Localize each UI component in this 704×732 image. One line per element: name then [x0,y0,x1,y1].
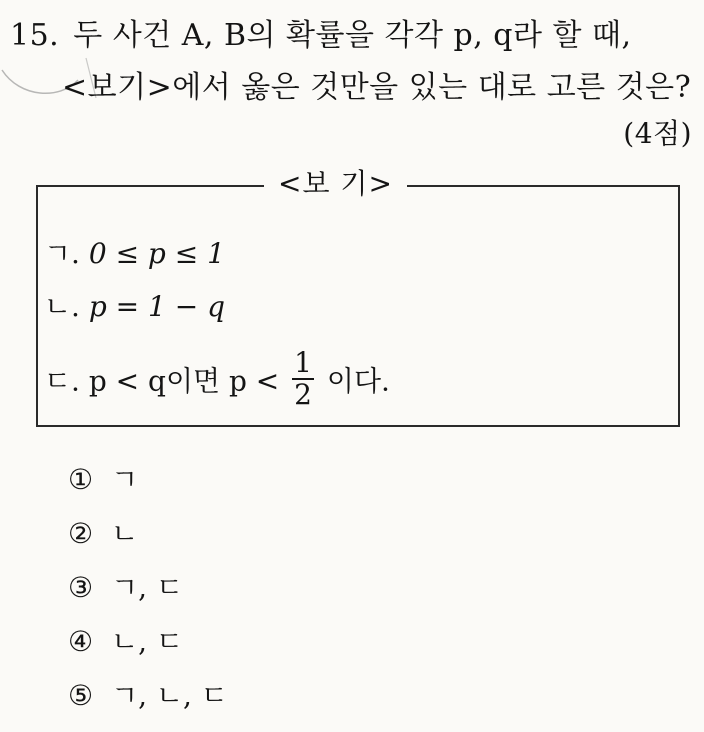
bogi-item-2 [44,285,225,325]
bogi-item-text: 0 ≤ p ≤ 1 [88,237,225,270]
answer-choice-2[interactable] [68,512,138,552]
choice-text: ㄱ [111,463,139,496]
answer-choice-5[interactable] [68,674,228,714]
fraction-one-half [292,348,314,410]
bogi-item-label: ㄷ. [44,364,80,398]
answer-choice-1[interactable] [68,458,138,498]
fraction-numerator: 1 [294,346,312,379]
answer-choice-4[interactable] [68,620,183,660]
fraction-denominator: 2 [294,378,312,411]
question-text-2: <보기>에서 옳은 것만을 있는 대로 고른 것은? [62,70,692,105]
answer-choice-3[interactable] [68,566,183,606]
question-line-1 [10,10,632,54]
choice-mark: ④ [68,625,94,658]
choice-mark: ⑤ [68,679,94,712]
bogi-item-text: p = 1 − q [88,290,226,323]
choice-text: ㄴ, ㄷ [111,625,184,658]
choice-text: ㄱ, ㄴ, ㄷ [111,679,228,712]
choice-mark: ③ [68,571,94,604]
bogi-item-1 [44,232,225,272]
choice-mark: ② [68,517,94,550]
bogi-title: <보 기> [264,162,407,202]
question-text-1: 두 사건 A, B의 확률을 각각 p, q라 할 때, [73,18,632,53]
choice-mark: ① [68,463,94,496]
bogi-item-text-end: 이다. [326,364,390,398]
question-points: (4점) [623,117,692,150]
choice-text: ㄱ, ㄷ [111,571,184,604]
bogi-item-3 [44,346,390,414]
bogi-item-label: ㄱ. [44,237,80,270]
choice-text: ㄴ [111,517,139,550]
bogi-item-text: p < q이면 p < [88,364,280,398]
bogi-item-label: ㄴ. [44,290,80,323]
question-number: 15. [10,18,60,53]
